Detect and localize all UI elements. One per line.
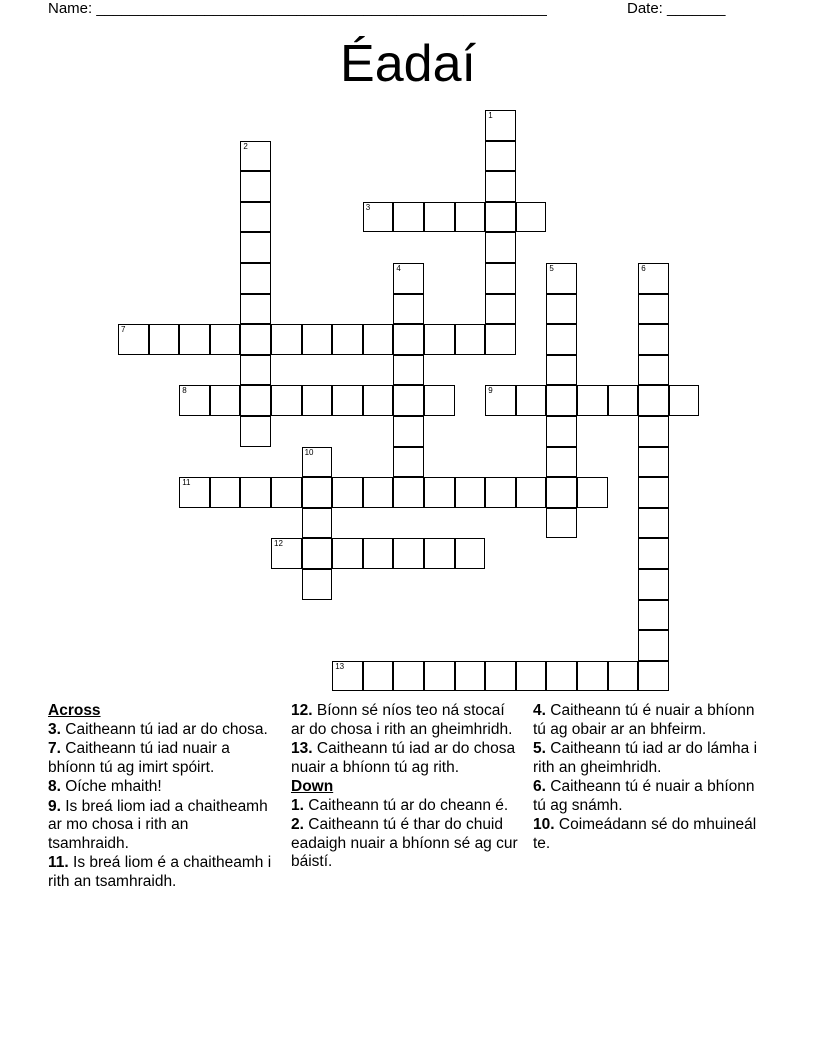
clue-text: Coimeádann sé do mhuineál te. <box>533 816 757 852</box>
date-field: Date: _______ <box>627 0 726 17</box>
cell-number: 5 <box>549 264 554 273</box>
crossword-cell[interactable] <box>608 385 639 416</box>
crossword-cell[interactable] <box>485 232 516 263</box>
crossword-cell[interactable] <box>210 477 241 508</box>
crossword-cell[interactable] <box>240 355 271 386</box>
crossword-cell[interactable] <box>638 385 669 416</box>
crossword-cell[interactable] <box>485 324 516 355</box>
crossword-cell[interactable] <box>546 263 577 294</box>
crossword-cell[interactable] <box>638 661 669 692</box>
crossword-cell[interactable] <box>332 538 363 569</box>
crossword-cell[interactable] <box>240 324 271 355</box>
crossword-cell[interactable] <box>240 263 271 294</box>
crossword-cell[interactable] <box>485 202 516 233</box>
cell-number: 1 <box>488 111 493 120</box>
crossword-cell[interactable] <box>393 538 424 569</box>
crossword-cell[interactable] <box>546 508 577 539</box>
crossword-cell[interactable] <box>577 661 608 692</box>
cell-number: 13 <box>335 661 345 671</box>
crossword-cell[interactable] <box>424 661 455 692</box>
crossword-cell[interactable] <box>638 569 669 600</box>
crossword-cell[interactable] <box>393 355 424 386</box>
crossword-cell[interactable] <box>424 477 455 508</box>
crossword-cell[interactable] <box>638 324 669 355</box>
crossword-cell[interactable] <box>638 508 669 539</box>
clue-text: Caitheann tú iad ar do lámha i rith an gheimhridh. <box>533 740 758 776</box>
crossword-cell[interactable] <box>302 324 333 355</box>
crossword-cell[interactable] <box>363 661 394 692</box>
clue-text: Caitheann tú é nuair a bhíonn tú ag snámh. <box>533 778 755 814</box>
crossword-cell[interactable] <box>302 477 333 508</box>
crossword-cell[interactable] <box>393 294 424 325</box>
crossword-cell[interactable] <box>638 447 669 478</box>
crossword-cell[interactable] <box>455 477 486 508</box>
clue-number: 1. <box>291 796 304 814</box>
crossword-cell[interactable] <box>240 171 271 202</box>
crossword-cell[interactable] <box>455 324 486 355</box>
crossword-cell[interactable] <box>240 202 271 233</box>
crossword-cell[interactable] <box>485 171 516 202</box>
crossword-cell[interactable] <box>424 385 455 416</box>
crossword-cell[interactable] <box>638 630 669 661</box>
crossword-cell[interactable] <box>363 477 394 508</box>
clue-across-3 <box>48 721 273 740</box>
clue-text: Caitheann tú iad nuair a bhíonn tú ag imirt spóirt. <box>48 740 230 776</box>
down-heading: Down <box>291 778 334 795</box>
crossword-cell[interactable] <box>240 232 271 263</box>
crossword-cell[interactable] <box>271 477 302 508</box>
crossword-cell[interactable] <box>638 477 669 508</box>
clue-number: 6. <box>533 778 546 795</box>
crossword-cell[interactable] <box>302 508 333 539</box>
clue-number: 13. <box>291 740 313 757</box>
crossword-cell[interactable] <box>485 385 516 416</box>
across-heading: Across <box>48 702 101 719</box>
clue-text: Oíche mhaith! <box>65 778 162 795</box>
crossword-cell[interactable] <box>638 538 669 569</box>
crossword-cell[interactable] <box>638 294 669 325</box>
crossword-cell[interactable] <box>363 385 394 416</box>
clue-text: Caitheann tú é thar do chuid eadaigh nuair a bhíonn sé ag cur báistí. <box>291 816 518 870</box>
crossword-cell[interactable] <box>608 661 639 692</box>
clue-across-13 <box>291 740 521 777</box>
crossword-cell[interactable] <box>363 538 394 569</box>
crossword-cell[interactable] <box>240 141 271 172</box>
clue-down-5 <box>533 740 768 777</box>
clue-number: 11. <box>48 854 69 871</box>
clue-number: 5. <box>533 740 546 757</box>
cell-number: 7 <box>121 325 126 335</box>
crossword-cell[interactable] <box>546 324 577 355</box>
crossword-cell[interactable] <box>393 324 424 355</box>
crossword-cell[interactable] <box>485 477 516 508</box>
cell-number: 11 <box>182 478 191 488</box>
clue-number: 3. <box>48 720 61 738</box>
clue-across-9 <box>48 798 273 854</box>
clue-across-11 <box>48 854 273 891</box>
crossword-cell[interactable] <box>546 447 577 478</box>
cell-number: 12 <box>274 539 283 549</box>
crossword-cell[interactable] <box>240 385 271 416</box>
clue-text: Caitheann tú iad ar do chosa. <box>65 720 268 738</box>
crossword-cell[interactable] <box>393 263 424 294</box>
cell-number: 2 <box>243 141 248 151</box>
clue-down-2 <box>291 816 521 872</box>
crossword-cell[interactable] <box>271 324 302 355</box>
crossword-cell[interactable] <box>393 661 424 692</box>
crossword-cell[interactable] <box>455 661 486 692</box>
crossword-cell[interactable] <box>485 110 516 141</box>
crossword-cell[interactable] <box>393 416 424 447</box>
crossword-cell[interactable] <box>210 385 241 416</box>
crossword-cell[interactable] <box>638 263 669 294</box>
crossword-cell[interactable] <box>546 385 577 416</box>
crossword-cell[interactable] <box>302 538 333 569</box>
crossword-cell[interactable] <box>210 324 241 355</box>
clue-across-7 <box>48 740 273 777</box>
clue-number: 7. <box>48 740 61 757</box>
crossword-cell[interactable] <box>546 477 577 508</box>
crossword-cell[interactable] <box>332 477 363 508</box>
crossword-cell[interactable] <box>179 324 210 355</box>
crossword-cell[interactable] <box>516 661 547 692</box>
clue-text: Caitheann tú é nuair a bhíonn tú ag obair ar an bhfeirm. <box>533 702 755 738</box>
crossword-cell[interactable] <box>271 538 302 569</box>
clue-number: 8. <box>48 778 61 795</box>
clue-number: 4. <box>533 702 546 719</box>
crossword-cell[interactable] <box>393 447 424 478</box>
crossword-cell[interactable] <box>455 202 486 233</box>
crossword-cell[interactable] <box>363 324 394 355</box>
crossword-cell[interactable] <box>332 324 363 355</box>
crossword-cell[interactable] <box>546 294 577 325</box>
clue-number: 9. <box>48 797 61 815</box>
crossword-cell[interactable] <box>363 202 394 233</box>
clue-number: 12. <box>291 702 313 719</box>
clue-column-3 <box>533 702 768 854</box>
crossword-cell[interactable] <box>638 355 669 386</box>
crossword-cell[interactable] <box>577 477 608 508</box>
crossword-cell[interactable] <box>638 600 669 631</box>
crossword-cell[interactable] <box>638 416 669 447</box>
clue-down-6 <box>533 778 768 815</box>
clue-text: Bíonn sé níos teo ná stocaí ar do chosa i rith an gheimhridh. <box>291 702 513 738</box>
clue-across-12 <box>291 702 521 739</box>
crossword-cell[interactable] <box>240 294 271 325</box>
crossword-cell[interactable] <box>271 385 302 416</box>
clue-down-10 <box>533 816 768 853</box>
crossword-cell[interactable] <box>424 202 455 233</box>
crossword-cell[interactable] <box>516 202 547 233</box>
crossword-cell[interactable] <box>424 538 455 569</box>
crossword-cell[interactable] <box>516 385 547 416</box>
crossword-cell[interactable] <box>149 324 180 355</box>
crossword-cell[interactable] <box>332 661 363 692</box>
crossword-cell[interactable] <box>669 385 700 416</box>
clue-text: Is breá liom é a chaitheamh i rith an tsamhraidh. <box>48 854 272 890</box>
name-field: Name: ______________________________________________________ <box>48 0 547 17</box>
crossword-cell[interactable] <box>302 447 333 478</box>
puzzle-title: Éadaí <box>340 35 476 93</box>
clue-number: 2. <box>291 816 304 833</box>
crossword-cell[interactable] <box>546 355 577 386</box>
crossword-cell[interactable] <box>393 477 424 508</box>
cell-number: 3 <box>365 202 371 212</box>
crossword-cell[interactable] <box>240 416 271 447</box>
crossword-cell[interactable] <box>516 477 547 508</box>
crossword-cell[interactable] <box>455 538 486 569</box>
crossword-cell[interactable] <box>485 263 516 294</box>
clue-text: Caitheann tú iad ar do chosa nuair a bhíonn tú ag rith. <box>291 740 516 776</box>
crossword-cell[interactable] <box>546 416 577 447</box>
crossword-cell[interactable] <box>485 294 516 325</box>
cell-number: 4 <box>396 264 401 273</box>
cell-number: 9 <box>488 386 493 396</box>
clue-number: 10. <box>533 816 555 833</box>
clue-down-4 <box>533 702 768 739</box>
crossword-cell[interactable] <box>302 385 333 416</box>
clue-across-8 <box>48 778 273 797</box>
crossword-cell[interactable] <box>393 385 424 416</box>
clue-down-1 <box>291 797 521 816</box>
clue-text: Is breá liom iad a chaitheamh ar mo chosa i rith an tsamhraidh. <box>48 797 268 852</box>
clue-column-1 <box>48 702 273 892</box>
crossword-cell[interactable] <box>240 477 271 508</box>
crossword-cell[interactable] <box>577 385 608 416</box>
clue-text: Caitheann tú ar do cheann é. <box>308 796 509 814</box>
crossword-cell[interactable] <box>302 569 333 600</box>
crossword-cell[interactable] <box>485 661 516 692</box>
crossword-cell[interactable] <box>179 477 210 508</box>
crossword-cell[interactable] <box>393 202 424 233</box>
crossword-cell[interactable] <box>179 385 210 416</box>
clue-column-2 <box>291 702 521 873</box>
crossword-cell[interactable] <box>118 324 149 355</box>
crossword-cell[interactable] <box>424 324 455 355</box>
crossword-cell[interactable] <box>485 141 516 172</box>
cell-number: 8 <box>182 386 187 396</box>
cell-number: 6 <box>641 264 646 273</box>
cell-number: 10 <box>304 447 314 457</box>
crossword-cell[interactable] <box>546 661 577 692</box>
crossword-cell[interactable] <box>332 385 363 416</box>
